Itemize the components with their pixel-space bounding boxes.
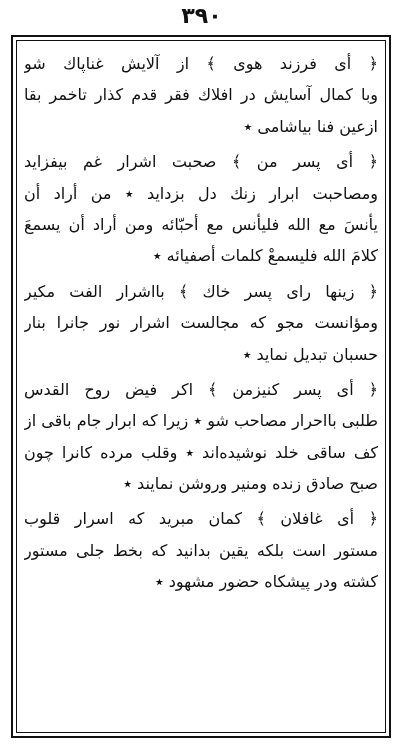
- text-line: کف ساقی خلد نوشیده‌اند ٭ وقلب مرده کانرا چون: [24, 442, 378, 462]
- text-line: وبا کمال آسایش در افلاك فقر قدم کذار تاخمر بقا: [24, 85, 378, 105]
- text-line: ازعین فنا بیاشامی ٭: [243, 116, 378, 136]
- paragraph-3: [24, 276, 378, 370]
- paragraph-4: [24, 374, 378, 500]
- text-line: حسبان تبدیل نماید ٭: [242, 344, 378, 364]
- text-line: کلامَ الله فلیسمعْ کلمات أصفیائه ٭: [152, 246, 378, 266]
- text-line: ﴿ أی غافلان ﴾ کمان مبرید که اسرار قلوب: [24, 509, 378, 529]
- paragraph-5: [24, 503, 378, 597]
- text-body: [24, 48, 378, 728]
- page-number: ۳۹۰: [181, 4, 222, 29]
- text-line: طلبی بااحرار مصاحب شو ٭ زیرا که ابرار جام باقی از: [24, 411, 378, 431]
- text-line: کشته ودر پیشکاه حضور مشهود ٭: [154, 572, 378, 592]
- text-line: صبح صادق زنده ومنیر وروشن نمایند ٭: [123, 474, 378, 494]
- text-line: مستور است بلکه یقین بدانید که بخط جلی مستور: [24, 540, 378, 560]
- text-line: یأنسَ مع الله فلیأنس مع أحبّائه ومن أراد أن یسمعَ: [24, 214, 378, 234]
- text-line: ﴿ زینها رای پسر خاك ﴾ بااشرار الفت مکیر: [24, 281, 378, 301]
- text-line: ﴿ أی فرزند هوی ﴾ از آلایش غناپاك شو: [24, 54, 378, 73]
- text-line: ومؤانست مجو که مجالست اشرار نور جانرا بنار: [24, 313, 378, 333]
- paragraph-1: [24, 48, 378, 142]
- paragraph-2: [24, 146, 378, 272]
- text-line: ﴿ أی پسر کنیزمن ﴾ اکر فیض روح القدس: [24, 379, 378, 399]
- text-line: ومصاحبت ابرار زنك دل بزداید ٭ من أراد أن: [24, 183, 378, 203]
- text-line: ﴿ أی پسر من ﴾ صحبت اشرار غم بیفزاید: [24, 152, 378, 172]
